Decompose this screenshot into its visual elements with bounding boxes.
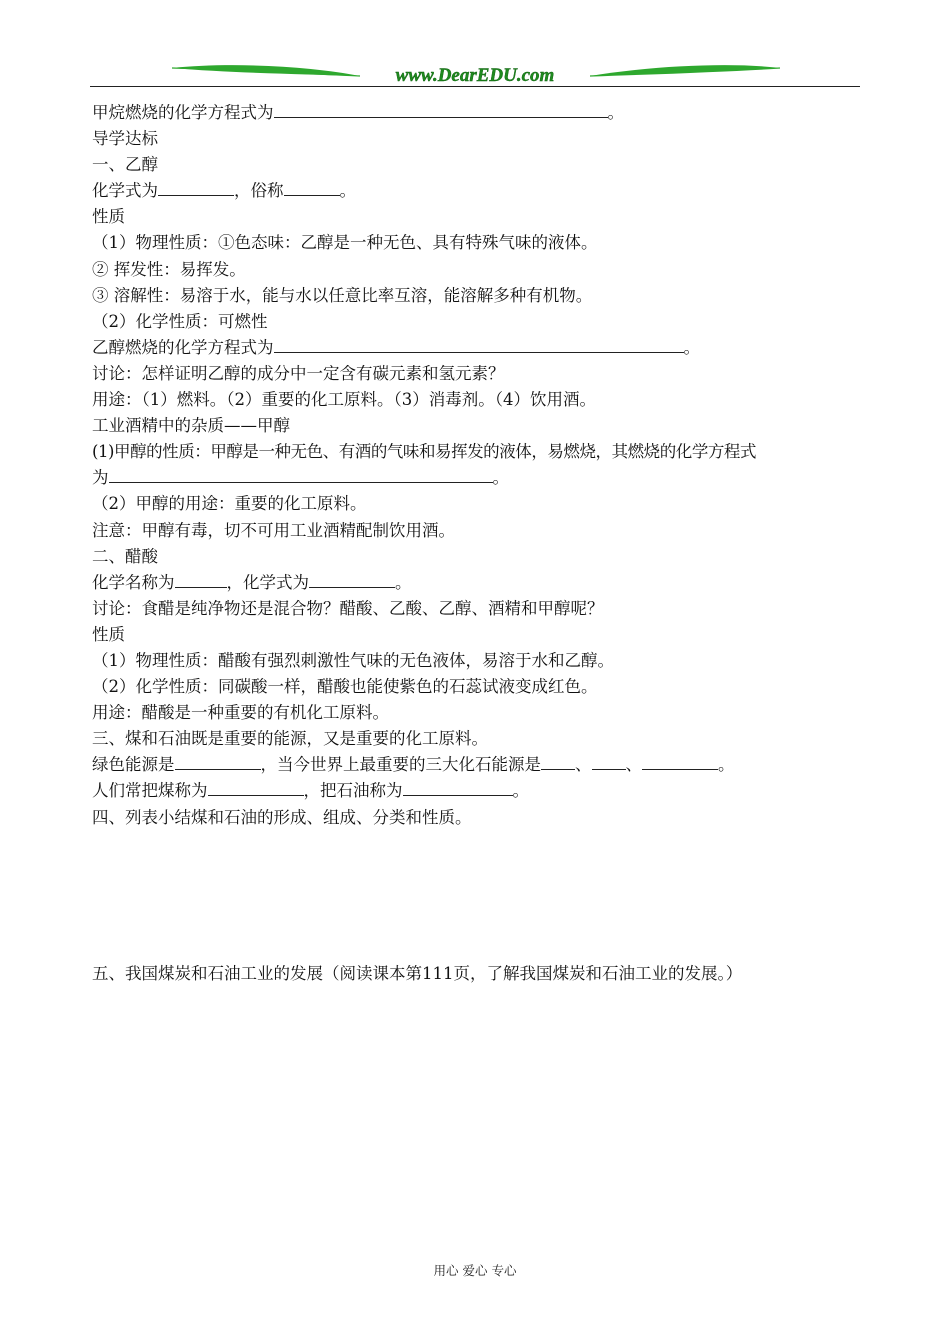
line-methanol-equation: 为 。	[92, 465, 872, 491]
text-line: 注意：甲醇有毒，切不可用工业酒精配制饮用酒。	[92, 520, 455, 540]
empty-space	[92, 857, 872, 883]
answer-blank[interactable]	[274, 100, 608, 118]
answer-blank[interactable]	[642, 752, 718, 770]
answer-blank[interactable]	[309, 570, 395, 588]
line-acetic-formula: 化学名称为 ，化学式为 。	[92, 570, 872, 596]
answer-blank[interactable]	[592, 752, 626, 770]
line-ethanol-equation: 乙醇燃烧的化学方程式为 。	[92, 335, 872, 361]
text-line: 性质	[92, 624, 125, 644]
text-line: ② 挥发性：易挥发。	[92, 259, 246, 279]
text-line: ③ 溶解性：易溶于水，能与水以任意比率互溶，能溶解多种有机物。	[92, 285, 593, 305]
answer-blank[interactable]	[541, 752, 575, 770]
answer-blank[interactable]	[208, 778, 304, 796]
answer-blank[interactable]	[284, 178, 340, 196]
section-ethanol: 一、乙醇	[92, 155, 158, 175]
empty-space	[92, 935, 872, 961]
section-industry-development: 五、我国煤炭和石油工业的发展（阅读课本第111页，了解我国煤炭和石油工业的发展。）	[92, 964, 743, 984]
text-line: （1）物理性质：醋酸有强烈刺激性气味的无色液体，易溶于水和乙醇。	[92, 650, 614, 670]
text-line: (1)甲醇的性质：甲醇是一种无色、有酒的气味和易挥发的液体，易燃烧，其燃烧的化学方程式	[92, 442, 757, 462]
section-acetic-acid: 二、醋酸	[92, 546, 158, 566]
section-heading: 导学达标	[92, 129, 158, 149]
text-line: 用途：醋酸是一种重要的有机化工原料。	[92, 703, 389, 723]
text-line: （2）化学性质：可燃性	[92, 311, 268, 331]
text-line: 讨论：食醋是纯净物还是混合物？醋酸、乙酸、乙醇、酒精和甲醇呢？	[92, 598, 604, 618]
text-line: （2）化学性质：同碳酸一样，醋酸也能使紫色的石蕊试液变成红色。	[92, 677, 598, 697]
header-rule	[90, 86, 860, 87]
answer-blank[interactable]	[109, 465, 493, 483]
dearedu-logo	[90, 62, 860, 86]
section-summary-table: 四、列表小结煤和石油的形成、组成、分类和性质。	[92, 807, 472, 827]
text-line: 讨论：怎样证明乙醇的成分中一定含有碳元素和氢元素？	[92, 363, 505, 383]
line-methane-equation: 甲烷燃烧的化学方程式为 。	[92, 100, 872, 126]
page-footer: 用心 爱心 专心	[433, 1263, 517, 1278]
line-coal-oil-names: 人们常把煤称为 ，把石油称为 。	[92, 778, 872, 804]
page-header	[90, 62, 860, 90]
empty-space	[92, 883, 872, 909]
text-line: 工业酒精中的杂质——甲醇	[92, 416, 290, 436]
line-ethanol-formula: 化学式为 ，俗称 。	[92, 178, 872, 204]
logo-text: www.DearEDU.com	[395, 65, 555, 86]
line-energy-sources: 绿色能源是 ，当今世界上最重要的三大化石能源是 、 、 。	[92, 752, 872, 778]
answer-blank[interactable]	[175, 752, 261, 770]
text-line: （1）物理性质：①色态味：乙醇是一种无色、具有特殊气味的液体。	[92, 233, 598, 253]
answer-blank[interactable]	[403, 778, 513, 796]
empty-space	[92, 831, 872, 857]
document-body	[92, 100, 872, 987]
text-line: 用途：（1）燃料。（2）重要的化工原料。（3）消毒剂。（4）饮用酒。	[92, 390, 596, 410]
text-line: 性质	[92, 207, 125, 227]
section-coal-oil: 三、煤和石油既是重要的能源，又是重要的化工原料。	[92, 729, 488, 749]
right-swoosh	[590, 65, 780, 76]
answer-blank[interactable]	[158, 178, 234, 196]
empty-space	[92, 909, 872, 935]
answer-blank[interactable]	[274, 335, 684, 353]
text-line: （2）甲醇的用途：重要的化工原料。	[92, 494, 367, 514]
answer-blank[interactable]	[175, 570, 227, 588]
